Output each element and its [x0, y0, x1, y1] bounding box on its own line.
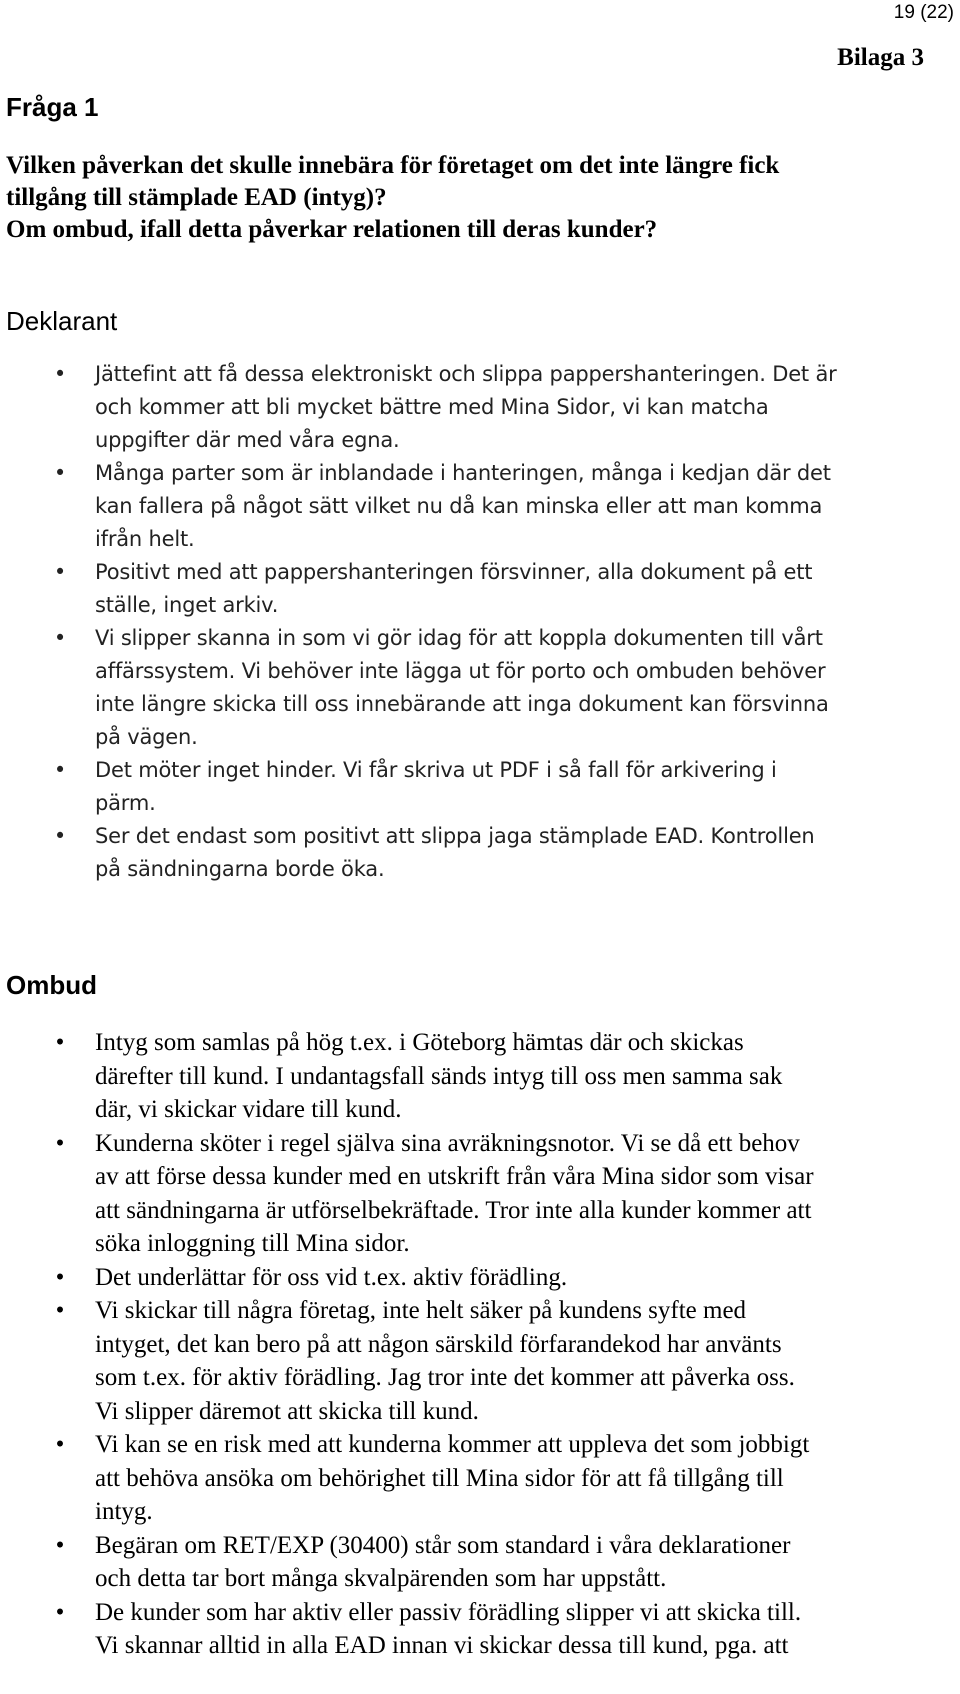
list-item-line: Positivt med att pappershanteringen försvinner, alla dokument på ett — [95, 560, 813, 584]
bullet-icon: • — [53, 626, 67, 650]
bullet-icon: • — [55, 1029, 65, 1056]
list-item — [0, 1596, 960, 1663]
list-item-line: Det underlättar för oss vid t.ex. aktiv förädling. — [95, 1263, 568, 1291]
list-item-line: Vi skickar till några företag, inte helt säker på kundens syfte med — [95, 1297, 747, 1324]
page-number: 19 (22) — [893, 2, 954, 23]
list-item — [0, 358, 960, 457]
list-item-line: inte längre skicka till oss innebärande att inga dokument kan försvinna — [95, 692, 829, 716]
list-item-line: som t.ex. för aktiv förädling. Jag tror inte det kommer att påverka oss. — [95, 1364, 795, 1391]
list-item-line: intyg. — [95, 1498, 153, 1525]
bullet-icon: • — [53, 758, 67, 782]
list-item-line: Det möter inget hinder. Vi får skriva ut PDF i så fall för arkivering i — [95, 758, 777, 782]
list-item-line: Många parter som är inblandade i hanteringen, många i kedjan där det — [95, 461, 831, 485]
list-item-line: på vägen. — [95, 725, 198, 749]
list-item — [0, 1127, 960, 1261]
list-item — [0, 1428, 960, 1529]
list-item-line: kan fallera på något sätt vilket nu då kan minska eller att man komma — [95, 494, 823, 518]
question-line: Vilken påverkan det skulle innebära för företaget om det inte längre fick — [6, 152, 780, 179]
list-item-line: Vi slipper skanna in som vi gör idag för att koppla dokumenten till vårt — [95, 626, 823, 650]
list-item-line: ställe, inget arkiv. — [95, 593, 279, 617]
list-item-line: Ser det endast som positivt att slippa jaga stämplade EAD. Kontrollen — [95, 824, 815, 848]
list-item-line: där, vi skickar vidare till kund. — [95, 1096, 402, 1123]
list-item — [0, 1261, 960, 1295]
section-heading-ombud: Ombud — [6, 970, 97, 1000]
list-item-line: att sändningarna är utförselbekräftade. Tror inte alla kunder kommer att — [95, 1196, 812, 1224]
list-item — [0, 1026, 960, 1127]
list-item-line: Vi skannar alltid in alla EAD innan vi skickar dessa till kund, pga. att — [95, 1632, 789, 1659]
list-item-line: Kunderna sköter i regel själva sina avräkningsnotor. Vi se då ett behov — [95, 1129, 800, 1157]
list-item — [0, 754, 960, 820]
list-item-line: ifrån helt. — [95, 527, 195, 551]
list-item-line: därefter till kund. I undantagsfall sänds intyg till oss men samma sak — [95, 1062, 783, 1090]
list-item — [0, 622, 960, 754]
question-title: Fråga 1 — [6, 92, 99, 122]
list-item — [0, 1294, 960, 1428]
question-text — [6, 150, 956, 246]
bullet-icon: • — [53, 461, 67, 485]
question-line: tillgång till stämplade EAD (intyg)? — [6, 184, 387, 211]
list-item-line: söka inloggning till Mina sidor. — [95, 1230, 410, 1257]
bullet-icon: • — [53, 560, 67, 584]
list-item-line: Vi slipper däremot att skicka till kund. — [95, 1397, 479, 1425]
list-item-line: att behöva ansöka om behörighet till Mina sidor för att få tillgång till — [95, 1464, 784, 1492]
bullet-icon: • — [55, 1531, 65, 1559]
bullet-icon: • — [55, 1129, 65, 1157]
list-item — [0, 556, 960, 622]
list-item-line: av att förse dessa kunder med en utskrift från våra Mina sidor som visar — [95, 1163, 814, 1190]
question-line: Om ombud, ifall detta påverkar relationen till deras kunder? — [6, 216, 658, 243]
list-item-line: uppgifter där med våra egna. — [95, 428, 400, 452]
bullet-icon: • — [55, 1598, 65, 1626]
list-item-line: och detta tar bort många skvalpärenden som har uppstått. — [95, 1565, 667, 1592]
list-item-line: Vi kan se en risk med att kunderna kommer att uppleva det som jobbigt — [95, 1431, 810, 1458]
list-item-line: och kommer att bli mycket bättre med Mina Sidor, vi kan matcha — [95, 395, 769, 419]
deklarant-list — [0, 358, 960, 886]
list-item-line: Begäran om RET/EXP (30400) står som standard i våra deklarationer — [95, 1531, 791, 1559]
list-item-line: pärm. — [95, 791, 156, 815]
list-item — [0, 820, 960, 886]
bullet-icon: • — [53, 362, 67, 386]
bullet-icon: • — [53, 824, 67, 848]
bullet-icon: • — [55, 1431, 65, 1458]
list-item-line: på sändningarna borde öka. — [95, 857, 385, 881]
bullet-icon: • — [55, 1263, 65, 1291]
list-item — [0, 1529, 960, 1596]
ombud-list — [0, 1026, 960, 1663]
list-item-line: De kunder som har aktiv eller passiv förädling slipper vi att skicka till. — [95, 1598, 802, 1626]
section-heading-deklarant: Deklarant — [6, 306, 118, 336]
list-item-line: affärssystem. Vi behöver inte lägga ut för porto och ombuden behöver — [95, 659, 826, 683]
list-item — [0, 457, 960, 556]
list-item-line: Intyg som samlas på hög t.ex. i Göteborg hämtas där och skickas — [95, 1029, 744, 1056]
list-item-line: Jättefint att få dessa elektroniskt och slippa pappershanteringen. Det är — [95, 362, 837, 386]
list-item-line: intyget, det kan bero på att någon särskild förfarandekod har använts — [95, 1330, 782, 1358]
appendix-label: Bilaga 3 — [837, 44, 924, 71]
bullet-icon: • — [55, 1297, 65, 1324]
